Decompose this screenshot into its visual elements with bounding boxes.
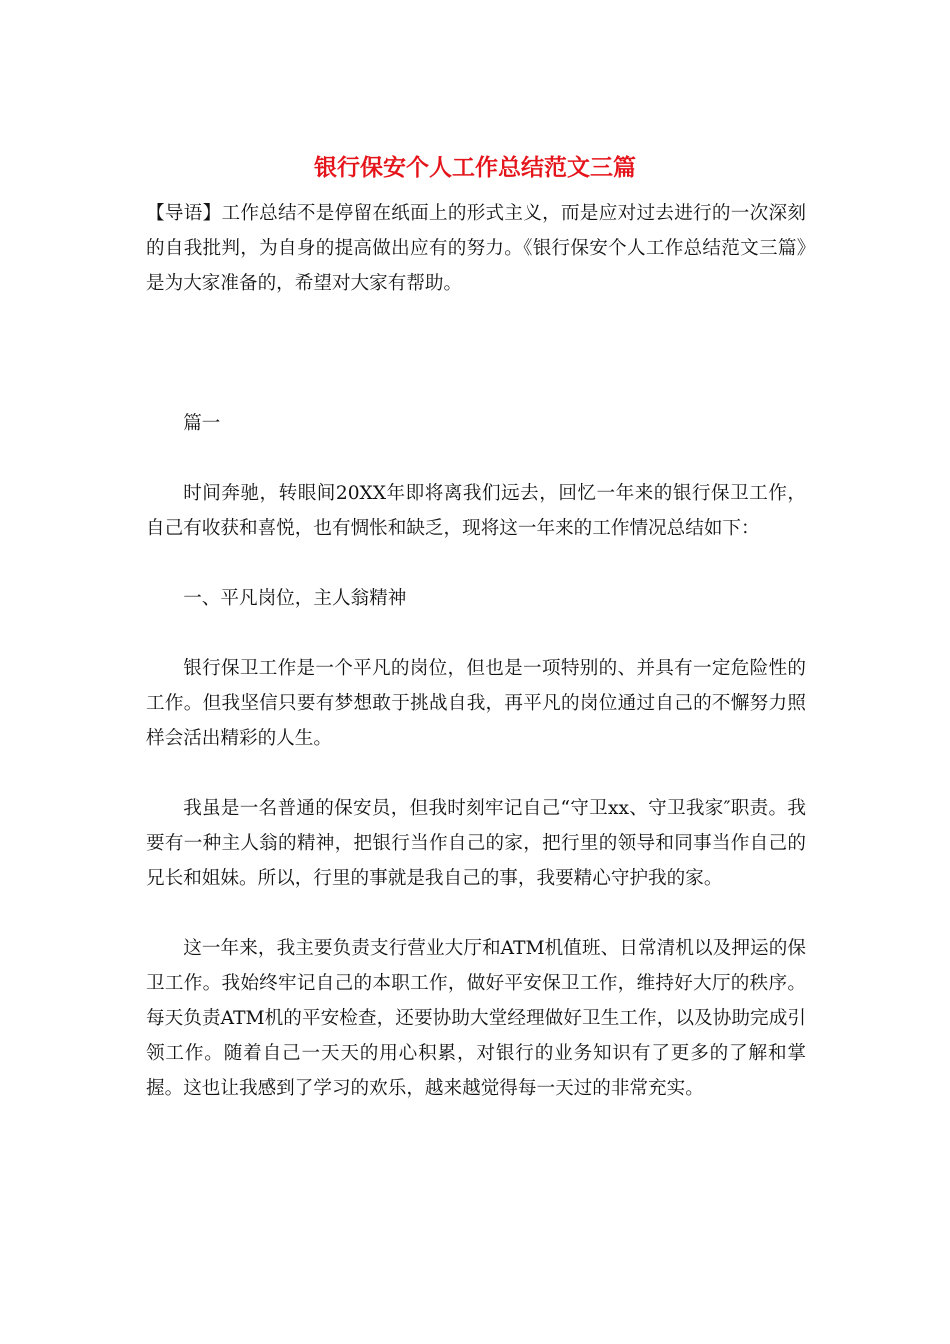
intro-paragraph: 【导语】工作总结不是停留在纸面上的形式主义，而是应对过去进行的一次深刻的自我批判，为自身的提高做出应有的努力。《银行保安个人工作总结范文三篇》是为大家准备的，希望对大家有帮助。 xyxy=(146,203,806,294)
section-label: 篇一 xyxy=(183,413,221,434)
document-title: 银行保安个人工作总结范文三篇 xyxy=(314,154,636,181)
paragraph-2: 银行保卫工作是一个平凡的岗位，但也是一项特别的、并具有一定危险性的工作。但我坚信只要有梦想敢于挑战自我，再平凡的岗位通过自己的不懈努力照样会活出精彩的人生。 xyxy=(146,658,806,749)
paragraph-1: 时间奔驰，转眼间20XX年即将离我们远去，回忆一年来的银行保卫工作，自己有收获和喜悦，也有惆怅和缺乏，现将这一年来的工作情况总结如下： xyxy=(146,483,806,539)
heading-1: 一、平凡岗位，主人翁精神 xyxy=(183,588,407,609)
paragraph-4: 这一年来，我主要负责支行营业大厅和ATM机值班、日常清机以及押运的保卫工作。我始终牢记自己的本职工作，做好平安保卫工作，维持好大厅的秩序。每天负责ATM机的平安检查，还要协助大堂经理做好卫生工作，以及协助完成引领工作。随着自己一天天的用心积累，对银行的业务知识有了更多的了解和掌握。这也让我感到了学习的欢乐，越来越觉得每一天过的非常充实。 xyxy=(146,938,806,1099)
paragraph-3: 我虽是一名普通的保安员，但我时刻牢记自己“守卫xx、守卫我家″职责。我要有一种主人翁的精神，把银行当作自己的家，把行里的领导和同事当作自己的兄长和姐妹。所以，行里的事就是我自己的事，我要精心守护我的家。 xyxy=(146,798,806,889)
